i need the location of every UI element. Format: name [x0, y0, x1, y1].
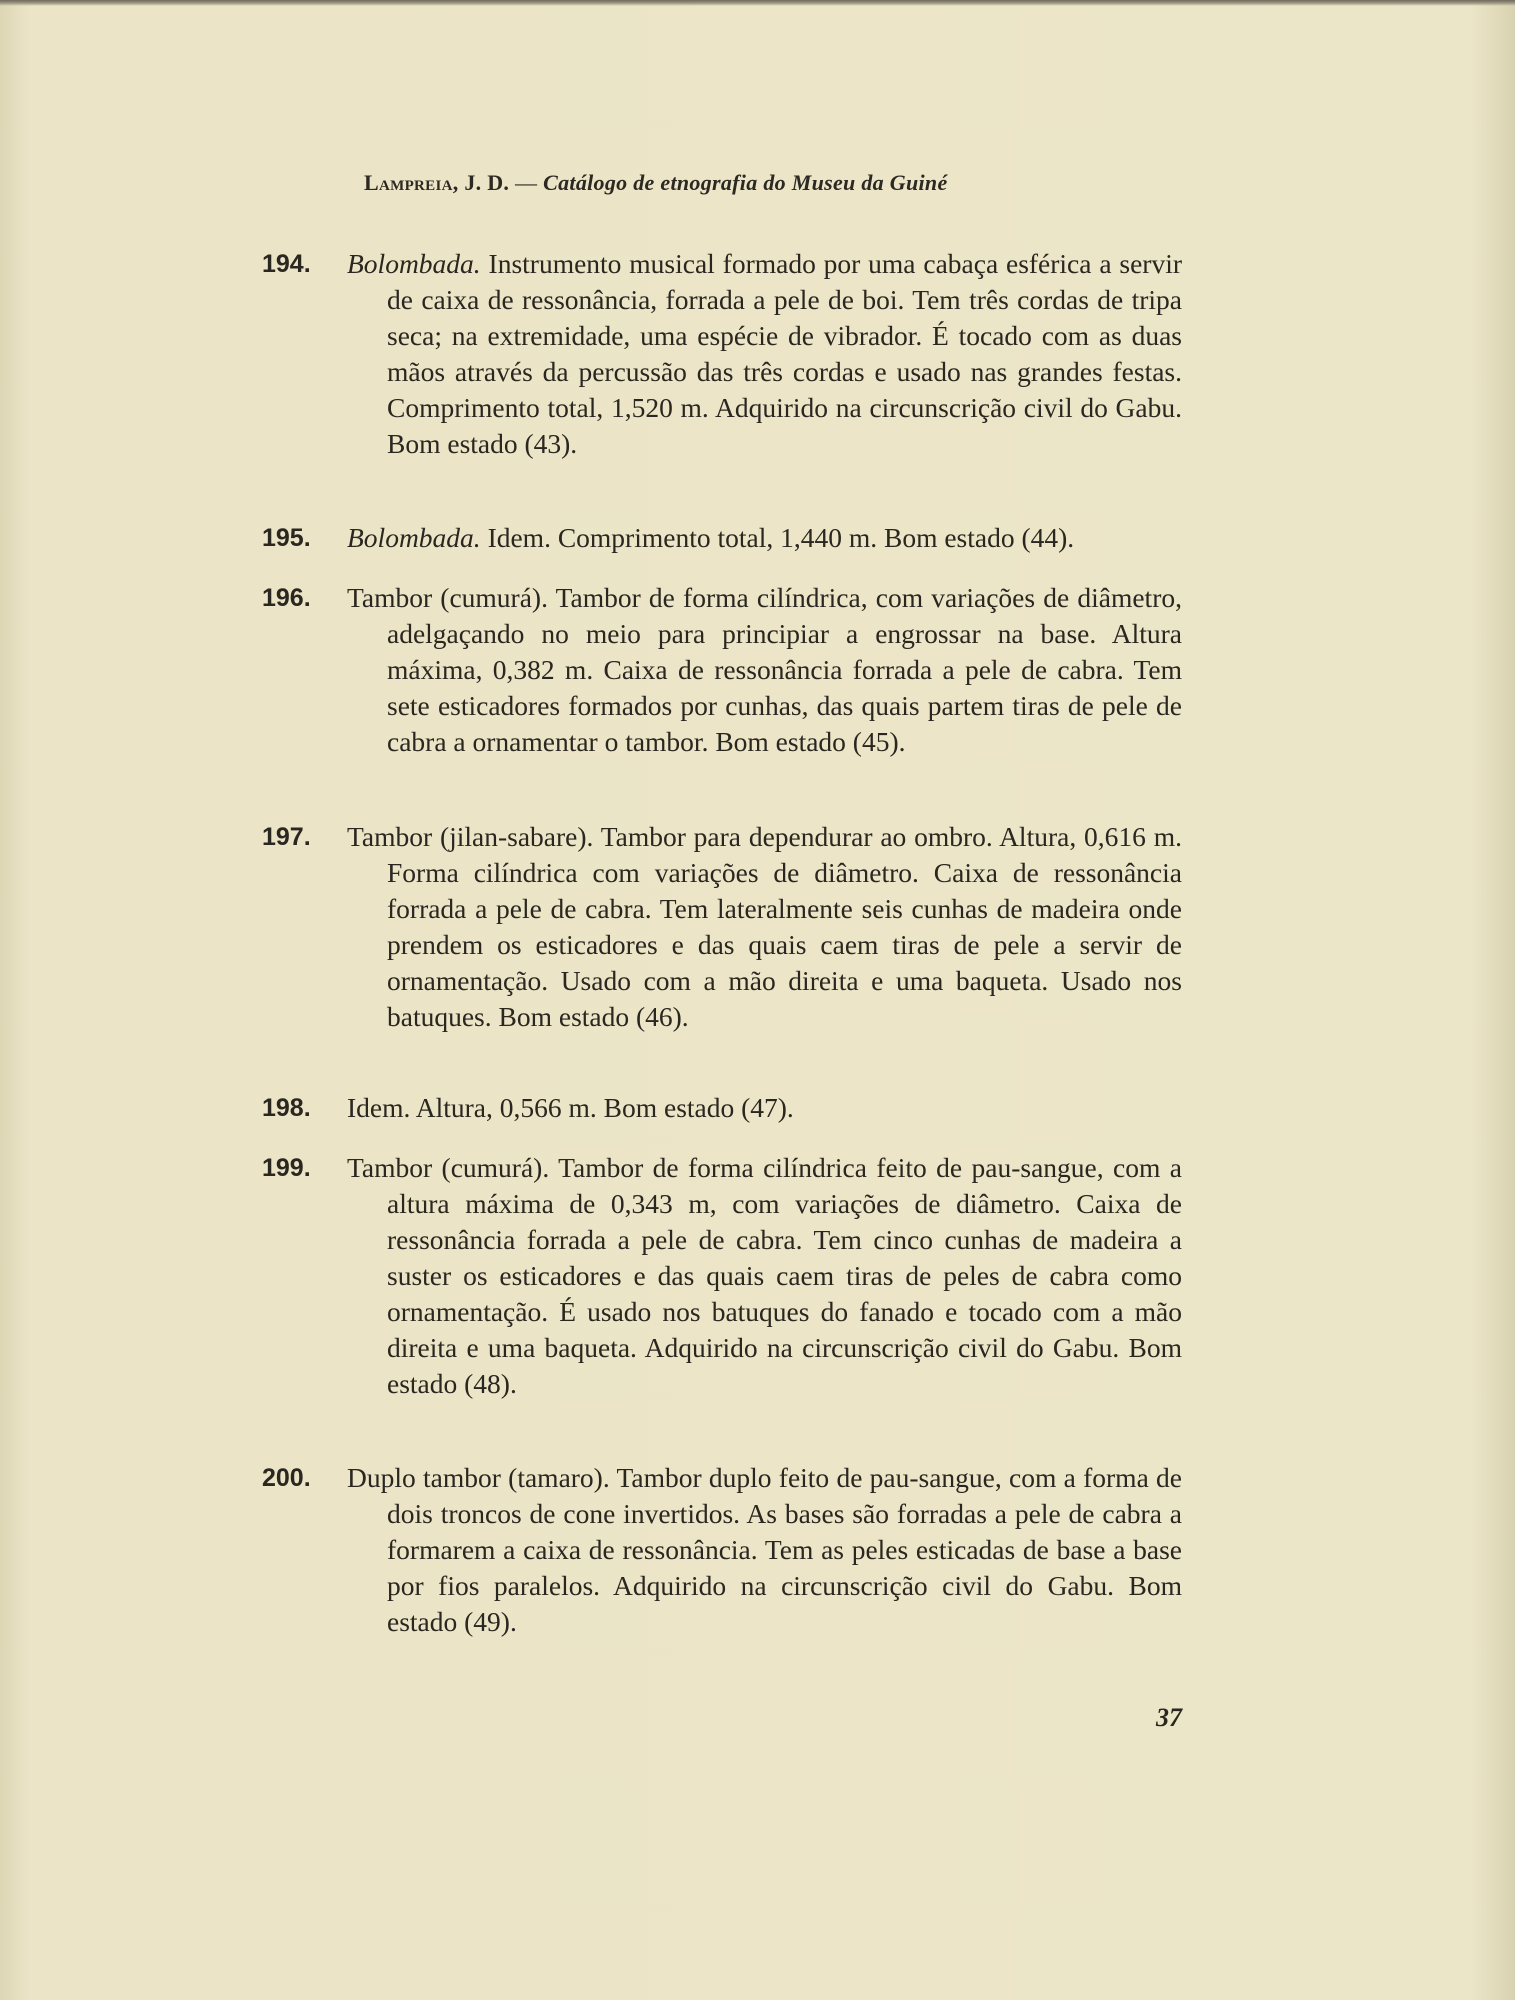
header-separator: — [509, 170, 544, 195]
entry-number: 196. [262, 584, 311, 612]
header-author: Lampreia, J. D. [364, 170, 510, 195]
entry-text [347, 520, 1182, 556]
entry-number: 195. [262, 524, 311, 552]
entry-number: 200. [262, 1464, 311, 1492]
entry-description: Tambor de forma cilíndrica feito de pau-sangue, com a altura máxima de 0,343 m, com variações de diâmetro. Caixa de ressonância forrada a pele de cabra. Tem cinco cunhas de madeira a suster os esticadores e das quais caem tiras de peles de cabra como ornamentação. É usado nos batuques do fanado e tocado com a mão direita e uma baqueta. Adquirido na circunscrição civil do Gabu. Bom estado (48). [387, 1152, 1182, 1399]
entry-description: Tambor para dependurar ao ombro. Altura, 0,616 m. Forma cilíndrica com variações de diâmetro. Caixa de ressonância forrada a pele de cabra. Tem lateralmente seis cunhas de madeira onde prendem os esticadores e das quais caem tiras de pele a servir de ornamentação. Usado com a mão direita e uma baqueta. Usado nos batuques. Bom estado (46). [387, 821, 1182, 1032]
entry-lead: Bolombada. [347, 248, 481, 279]
entry-number: 199. [262, 1154, 311, 1182]
running-header [364, 170, 948, 196]
catalog-entry-196 [262, 580, 1192, 760]
entry-lead: Tambor (jilan-sabare). [347, 821, 594, 852]
entry-text [347, 1090, 1182, 1126]
catalog-entry-200 [262, 1460, 1192, 1640]
entry-text [347, 819, 1182, 1035]
header-title: Catálogo de etnografia do Museu da Guiné [543, 170, 948, 195]
entry-text [347, 580, 1182, 760]
entry-lead: Tambor (cumurá). [347, 582, 548, 613]
catalog-entry-195 [262, 520, 1192, 556]
entry-description: Tambor de forma cilíndrica, com variações de diâmetro, adelgaçando no meio para principiar a engrossar na base. Altura máxima, 0,382 m. Caixa de ressonância forrada a pele de cabra. Tem sete esticadores formados por cunhas, das quais partem tiras de pele de cabra a ornamentar o tambor. Bom estado (45). [387, 582, 1182, 757]
entry-lead: Bolombada. [347, 522, 481, 553]
entry-lead: Tambor (cumurá). [347, 1152, 550, 1183]
entry-number: 197. [262, 823, 311, 851]
catalog-entry-194 [262, 246, 1192, 462]
entry-description: Idem. Altura, 0,566 m. Bom estado (47). [347, 1092, 794, 1123]
entry-text [347, 246, 1182, 462]
entry-description: Tambor duplo feito de pau-sangue, com a forma de dois troncos de cone invertidos. As bases são forradas a pele de cabra a formarem a caixa de ressonância. Tem as peles esticadas de base a base por fios paralelos. Adquirido na circunscrição civil do Gabu. Bom estado (49). [387, 1462, 1182, 1637]
entry-number: 194. [262, 250, 311, 278]
catalog-entry-199 [262, 1150, 1192, 1402]
entry-lead: Duplo tambor (tamaro). [347, 1462, 610, 1493]
catalog-entry-197 [262, 819, 1192, 1035]
page-number: 37 [1156, 1703, 1182, 1732]
entry-description: Instrumento musical formado por uma cabaça esférica a servir de caixa de ressonância, forrada a pele de boi. Tem três cordas de tripa seca; na extremidade, uma espécie de vibrador. É tocado com as duas mãos através da percussão das três cordas e usado nas grandes festas. Comprimento total, 1,520 m. Adquirido na circunscrição civil do Gabu. Bom estado (43). [387, 248, 1182, 459]
catalog-entry-198 [262, 1090, 1192, 1126]
entry-description: Idem. Comprimento total, 1,440 m. Bom estado (44). [480, 522, 1075, 553]
entry-number: 198. [262, 1094, 311, 1122]
entry-text [347, 1460, 1182, 1640]
page-top-edge [0, 0, 1515, 6]
entry-text [347, 1150, 1182, 1402]
